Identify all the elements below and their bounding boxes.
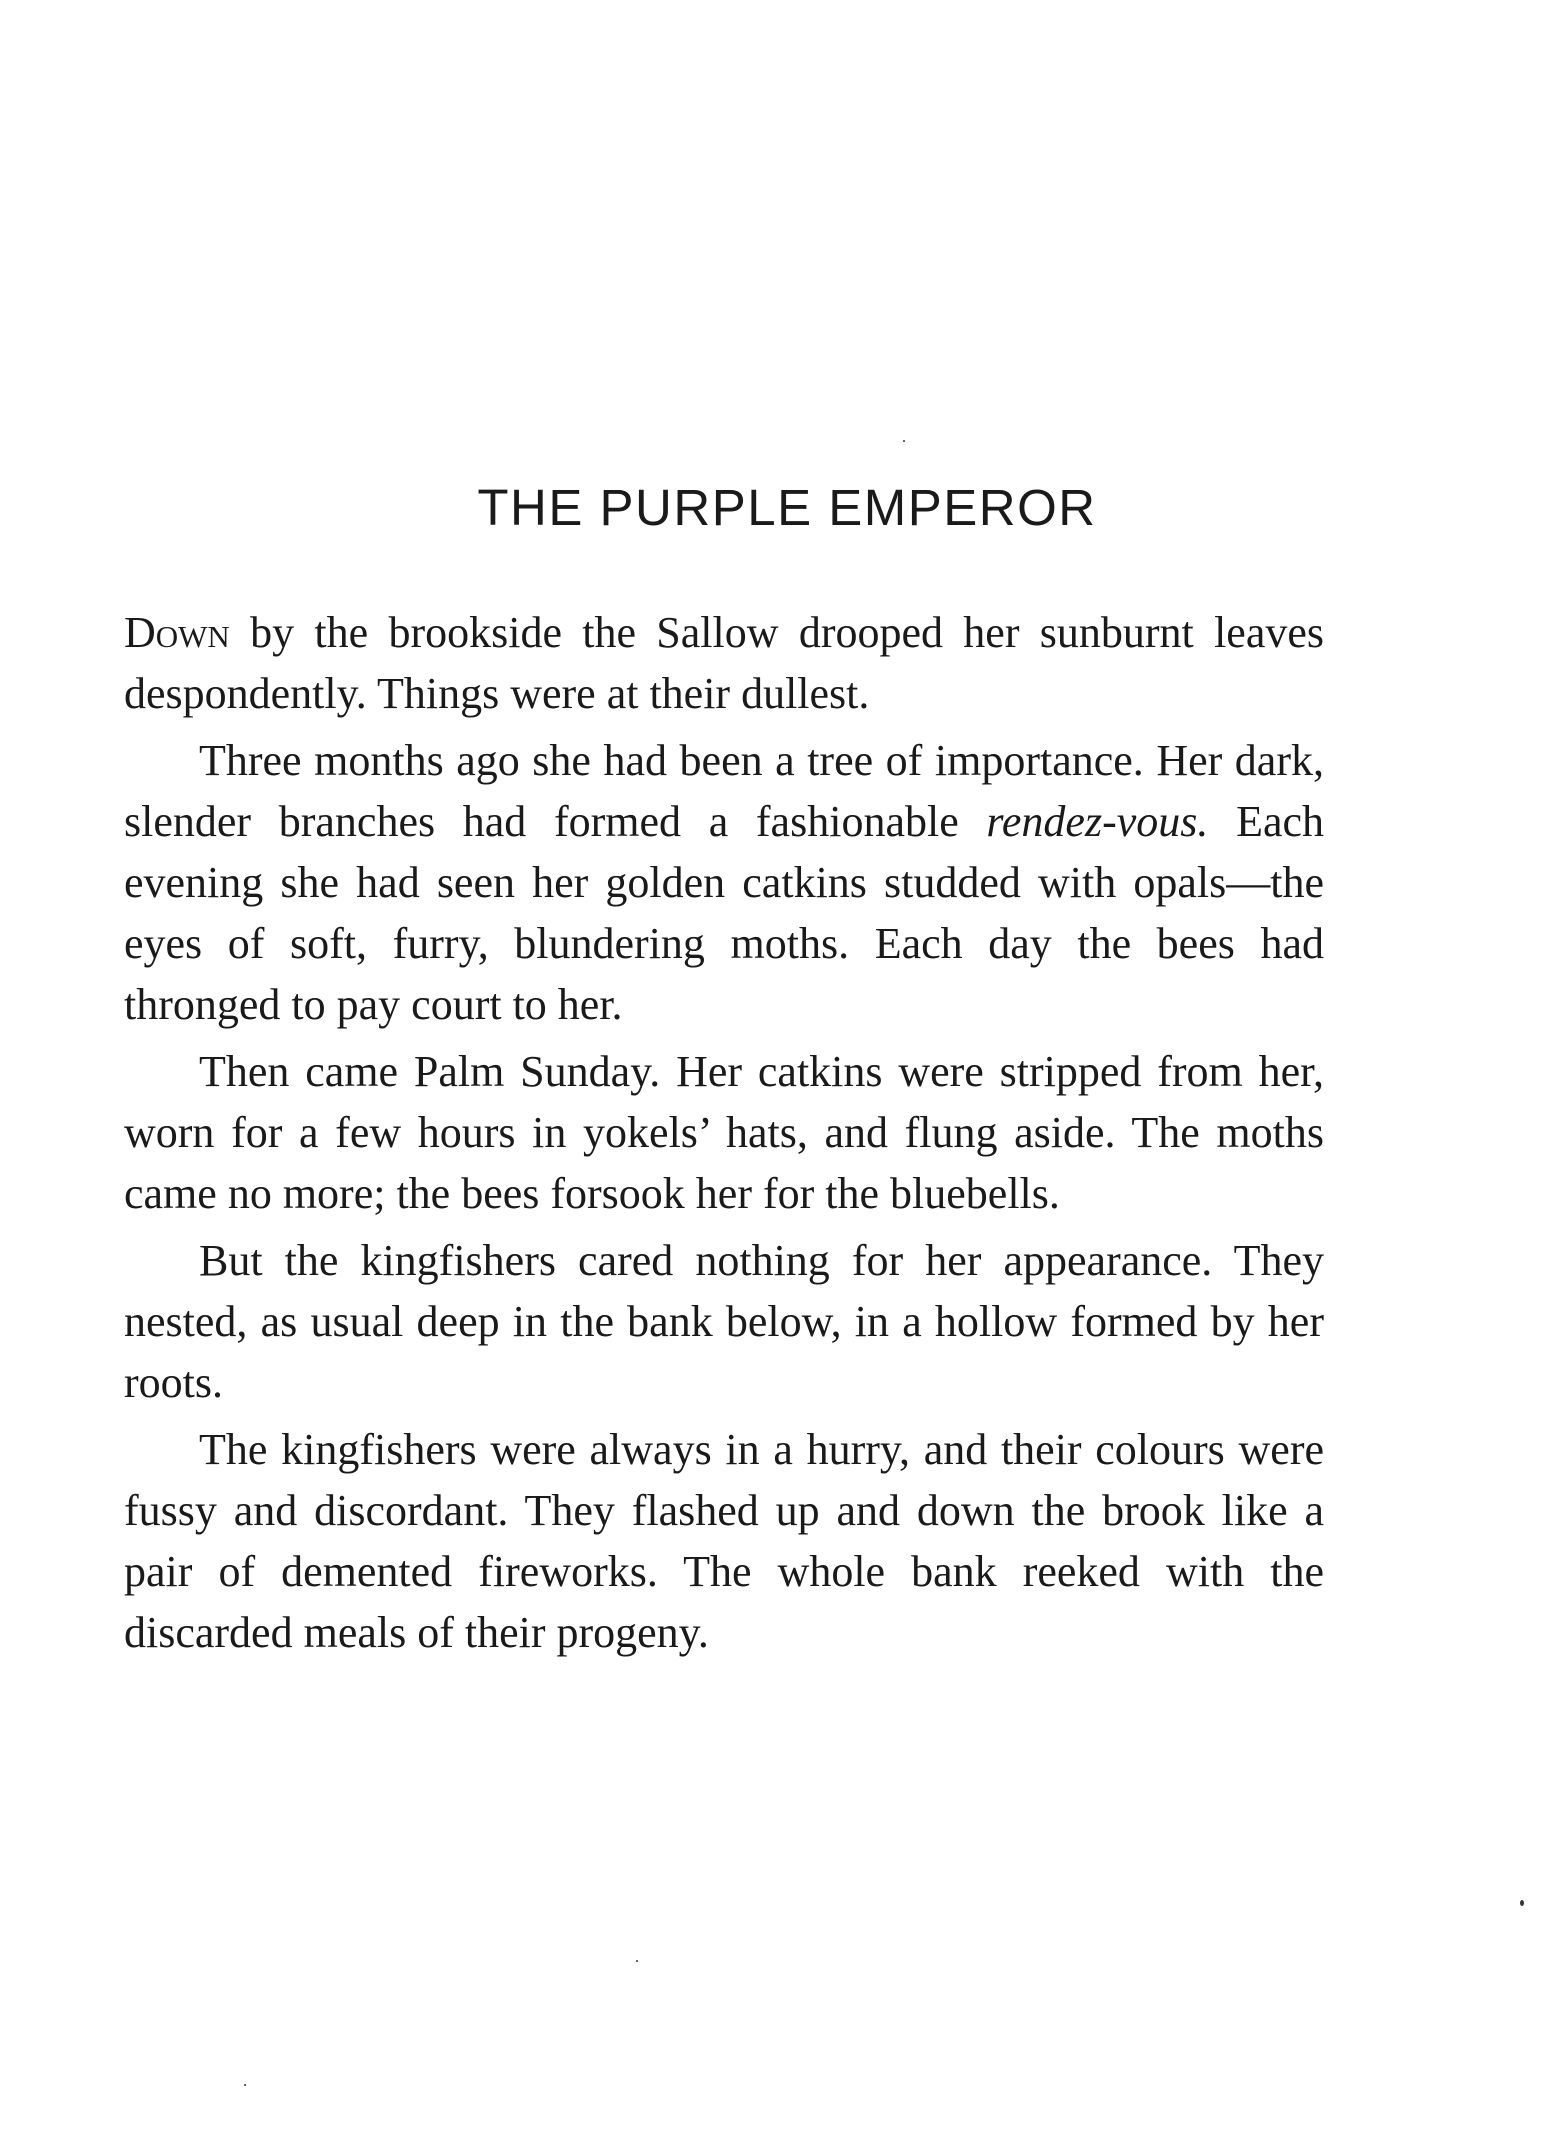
- paragraph-5-text: The kingfishers were always in a hurry, and their colours were fussy and discordant. They flashed up and down the brook like a pair of demented fireworks. The whole bank reeked with the discarded meals of their progeny.: [124, 1425, 1324, 1657]
- paragraph-3-text: Then came Palm Sunday. Her catkins were stripped from her, worn for a few hours in yokels’ hats, and flung aside. The moths came no more; the bees forsook her for the bluebells.: [124, 1047, 1324, 1218]
- print-speck: [636, 1960, 638, 1962]
- paragraph-5: [124, 1419, 1324, 1663]
- italic-phrase: rendez-vous.: [986, 797, 1209, 846]
- paragraph-4-text: But the kingfishers cared nothing for her appearance. They nested, as usual deep in the bank below, in a hollow formed by her roots.: [124, 1236, 1324, 1407]
- body-text: [124, 602, 1324, 1669]
- print-speck: [903, 440, 905, 442]
- paragraph-2: [124, 730, 1324, 1035]
- print-speck: [244, 2084, 246, 2086]
- paragraph-3: [124, 1041, 1324, 1224]
- lead-word: Down: [124, 608, 230, 657]
- print-speck: [1520, 1900, 1524, 1906]
- paragraph-2-continuation: Each evening she had seen her golden catkins studded with opals—the eyes of soft, furry, blundering moths. Each day the bees had thronged to pay court to her.: [124, 797, 1325, 1029]
- chapter-title: THE PURPLE EMPEROR: [477, 479, 1097, 536]
- paragraph-2-text: Three months ago she had been a tree of importance. Her dark, slender branches had formed a fashionable: [124, 736, 1324, 846]
- paragraph-1: [124, 602, 1324, 724]
- paragraph-4: [124, 1230, 1324, 1413]
- paragraph-1-text: by the brookside the Sallow drooped her sunburnt leaves despondently. Things were at their dullest.: [124, 608, 1324, 718]
